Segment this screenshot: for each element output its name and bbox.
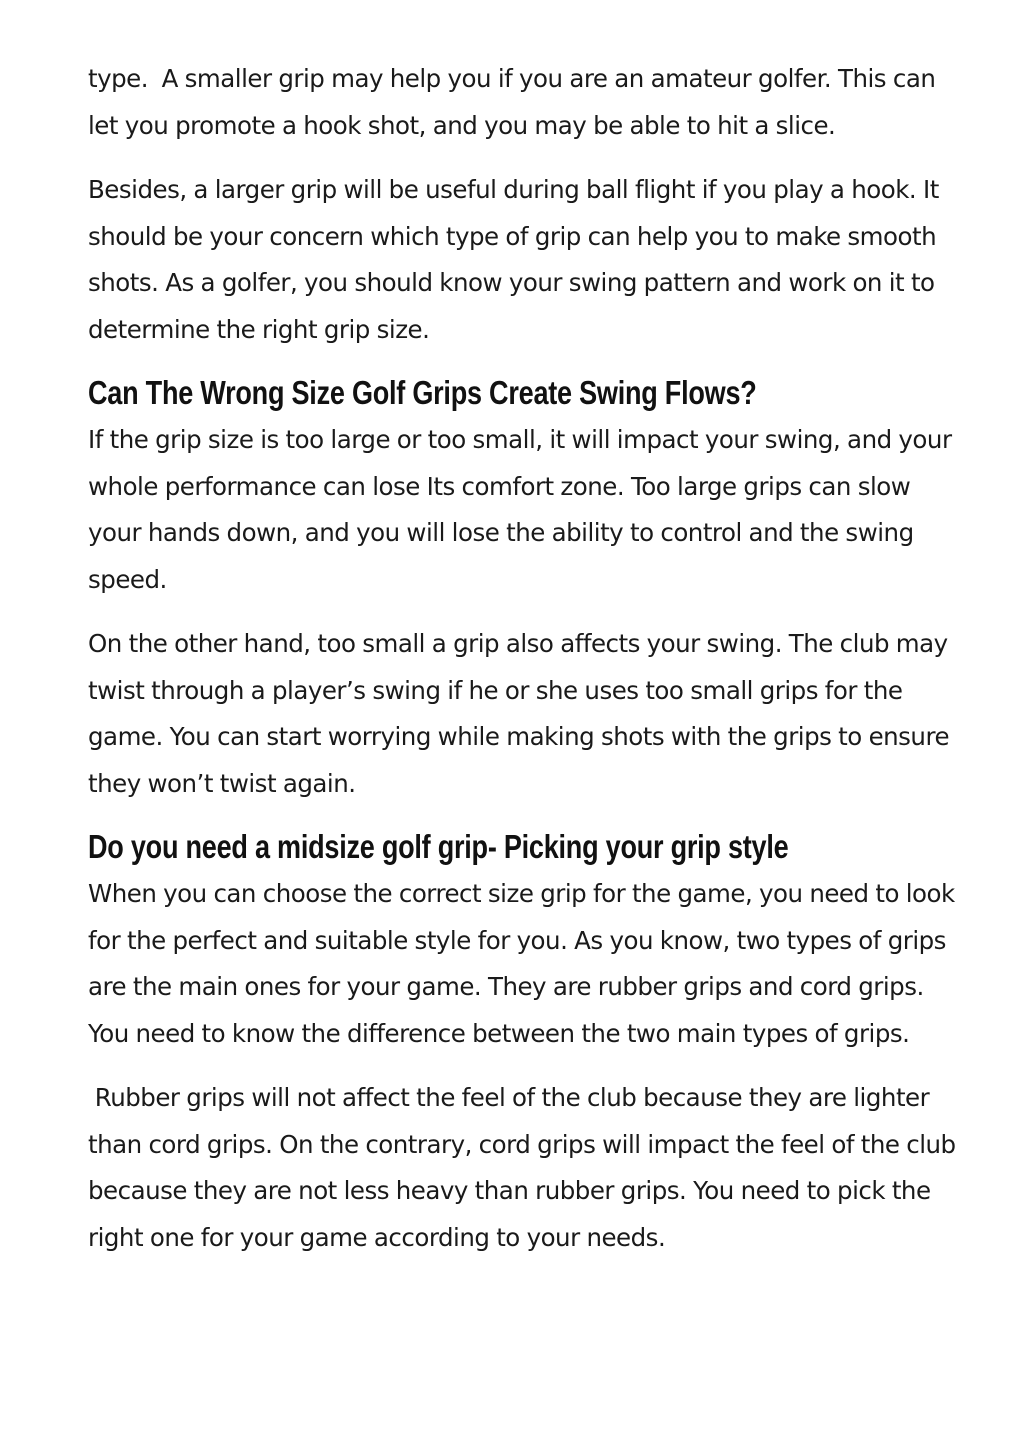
section-heading: Do you need a midsize golf grip- Picking your grip style bbox=[88, 828, 789, 865]
section-heading: Can The Wrong Size Golf Grips Create Swing Flows? bbox=[88, 374, 757, 411]
paragraph: When you can choose the correct size grip for the game, you need to look for the perfect and suitable style for you. As you know, two types of grips are the main ones for your game. They are rubber grips and cord grips. You need to know the difference between the two main types of grips. bbox=[88, 879, 962, 1048]
section-wrong-size-grips bbox=[88, 373, 968, 807]
paragraph: Besides, a larger grip will be useful during ball flight if you play a hook. It should be your concern which type of grip can help you to make smooth shots. As a golfer, you should know your swing pattern and work on it to determine the right grip size. bbox=[88, 175, 946, 344]
section-midsize-grip bbox=[88, 827, 968, 1261]
paragraph: Rubber grips will not affect the feel of the club because they are lighter than cord grips. On the contrary, cord grips will impact the feel of the club because they are not less heavy than rubber grips. You need to pick the right one for your game according to your needs. bbox=[88, 1083, 963, 1252]
document-page bbox=[88, 56, 968, 1279]
paragraph: type. A smaller grip may help you if you are an amateur golfer. This can let you promote a hook shot, and you may be able to hit a slice. bbox=[88, 64, 943, 140]
paragraph: If the grip size is too large or too small, it will impact your swing, and your whole performance can lose Its comfort zone. Too large grips can slow your hands down, and you will lose the ability to control and the swing speed. bbox=[88, 425, 959, 594]
paragraph: On the other hand, too small a grip also affects your swing. The club may twist through a player’s swing if he or she uses too small grips for the game. You can start worrying while making shots with the grips to ensure they won’t twist again. bbox=[88, 629, 956, 798]
